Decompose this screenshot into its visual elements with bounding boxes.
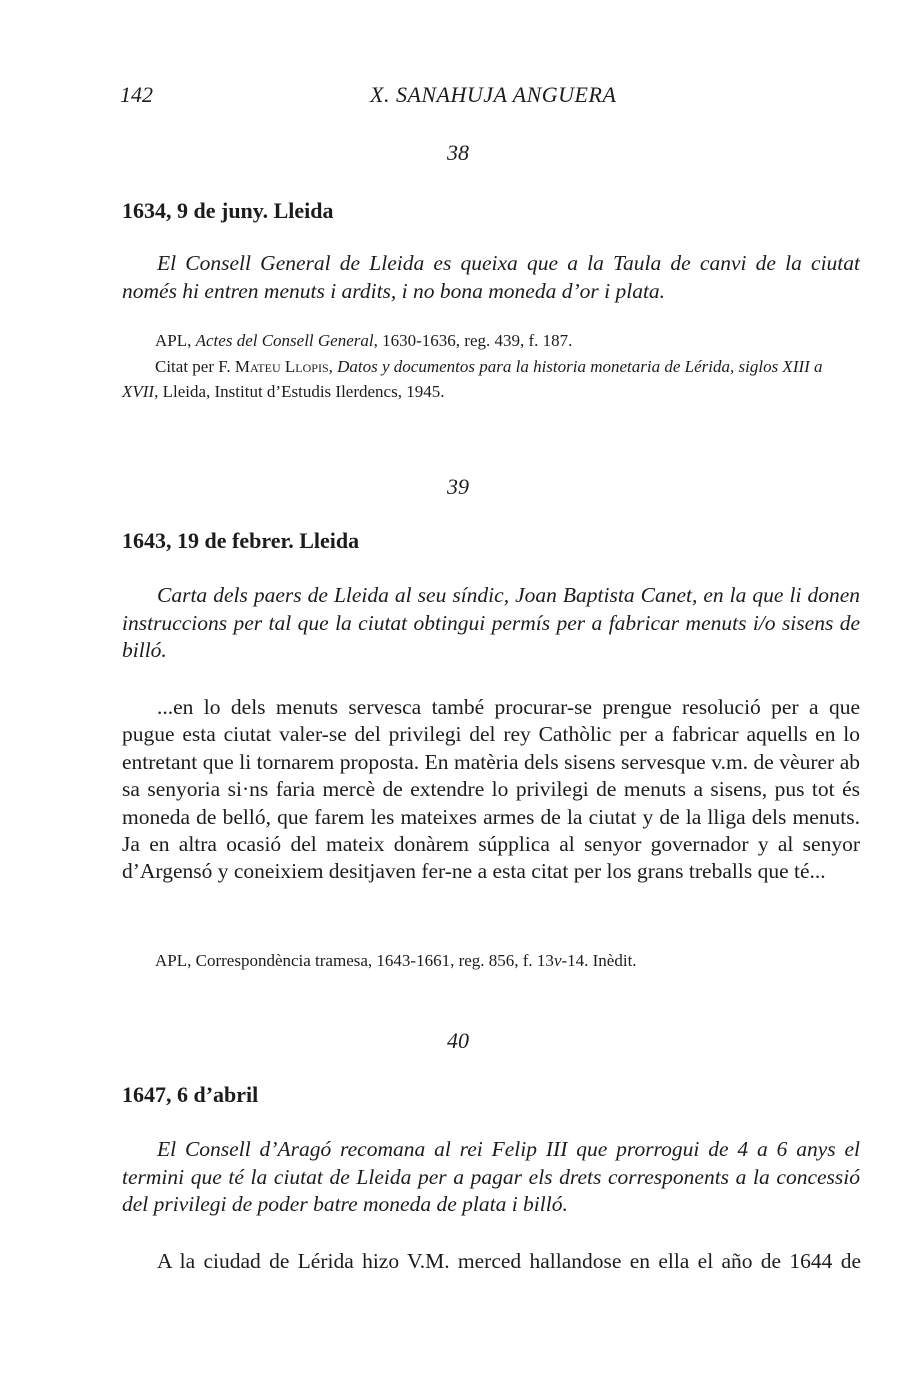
- document-transcription-39: ...en lo dels menuts servesca també procurar-se prengue resolució per a que pugue esta ciutat valer-se del privilegi del rey Cathòlic per a fabricar aquells en lo entretant que li tornarem proposta. En matèria dels sisens servesque v.m. de vèurer ab sa senyoria si·ns faria mercè de extendre lo privilegi de menuts a sisens, pus tot és moneda de belló, que farem les mateixes armes de la ciutat y de la lliga dels menuts. Ja en altra ocasió del mateix donàrem súpplica al senyor governador y al senyor d’Argensó y coneixiem desitjaven fer-ne a esta citat per los grans treballs que té...: [122, 695, 860, 884]
- document-date-40: 1647, 6 d’abril: [122, 1082, 259, 1107]
- source-post: -14. Inèdit.: [561, 951, 637, 970]
- citation-sep: ,: [328, 357, 333, 376]
- citation-author: Mateu Llopis: [234, 357, 329, 376]
- source-pre: APL, Correspondència tramesa, 1643-1661, reg. 856, f. 13: [155, 951, 554, 970]
- citation-title: Datos y documentos para la historia monetaria de Lérida, siglos XIII a XVII: [122, 357, 823, 401]
- document-date-39: 1643, 19 de febrer. Lleida: [122, 528, 360, 553]
- series-title: Actes del Consell General: [195, 331, 374, 350]
- document-number-40: 40: [447, 1028, 469, 1053]
- summary-person: Joan Baptista Canet: [515, 583, 692, 607]
- citation-publisher: , Lleida, Institut d’Estudis Ilerdencs, 1945.: [154, 382, 445, 401]
- citation-prefix: Citat per F.: [155, 357, 231, 376]
- document-number-38: 38: [447, 140, 469, 165]
- summary-pre: Carta dels paers de Lleida al seu síndic,: [157, 583, 516, 607]
- document-summary-38: El Consell General de Lleida es queixa que a la Taula de canvi de la ciutat només hi entren menuts i ardits, i no bona moneda d’or i plata.: [122, 251, 860, 303]
- source-reference-39: [155, 948, 865, 973]
- citation-38: [122, 354, 862, 404]
- document-number-39: 39: [447, 474, 469, 499]
- source-reference-38: [155, 328, 865, 353]
- page-number: 142: [120, 82, 153, 107]
- running-head-author: X. SANAHUJA ANGUERA: [370, 82, 617, 107]
- document-summary-40: El Consell d’Aragó recomana al rei Felip III que prorrogui de 4 a 6 anys el termini que té la ciutat de Lleida per a pagar els drets corresponents a la concessió del privilegi de poder batre moneda de plata i billó.: [122, 1137, 860, 1216]
- document-summary-39: [122, 582, 860, 665]
- folio-verso: v: [553, 951, 562, 970]
- document-transcription-40: A la ciudad de Lérida hizo V.M. merced hallandose en ella el año de 1644 de: [157, 1249, 861, 1273]
- summary-post: , en la que li donen instruccions per tal que la ciutat obtingui permís per a fabricar menuts i/o sisens de billó.: [122, 583, 860, 662]
- document-date-38: 1634, 9 de juny. Lleida: [122, 198, 334, 223]
- source-detail: , 1630-1636, reg. 439, f. 187.: [373, 331, 573, 350]
- archive-label: APL,: [155, 331, 192, 350]
